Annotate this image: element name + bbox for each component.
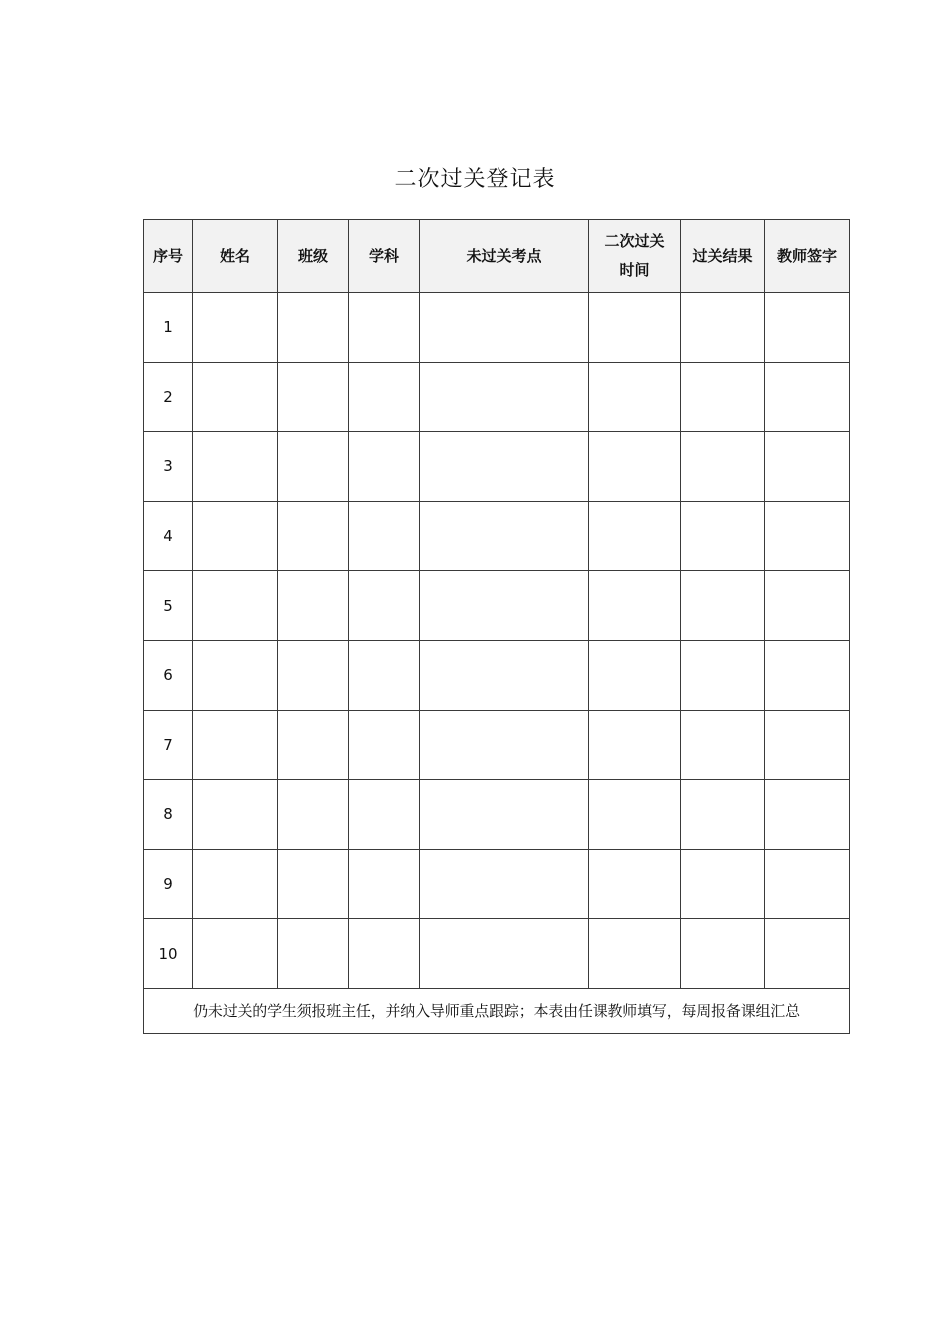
result-cell[interactable]: [681, 362, 765, 432]
subject-cell[interactable]: [349, 432, 420, 502]
table-row: [144, 919, 850, 989]
name-cell[interactable]: [193, 432, 278, 502]
subject-cell[interactable]: [349, 640, 420, 710]
name-cell[interactable]: [193, 849, 278, 919]
header-class: 班级: [278, 220, 349, 293]
table-row: [144, 293, 850, 363]
class-cell[interactable]: [278, 432, 349, 502]
name-cell[interactable]: [193, 710, 278, 780]
subject-cell[interactable]: [349, 501, 420, 571]
row-seq-cell: 9: [144, 849, 193, 919]
note-row: [144, 988, 850, 1033]
class-cell[interactable]: [278, 362, 349, 432]
row-seq-cell: 4: [144, 501, 193, 571]
result-cell[interactable]: [681, 849, 765, 919]
retest-time-cell[interactable]: [589, 919, 681, 989]
table-row: [144, 571, 850, 641]
subject-cell[interactable]: [349, 710, 420, 780]
failed-points-cell[interactable]: [420, 849, 589, 919]
header-teacher-signature: 教师签字: [765, 220, 850, 293]
header-result: 过关结果: [681, 220, 765, 293]
header-name: 姓名: [193, 220, 278, 293]
table-body: [144, 293, 850, 989]
teacher-signature-cell[interactable]: [765, 293, 850, 363]
registration-table: [143, 219, 850, 1034]
failed-points-cell[interactable]: [420, 640, 589, 710]
subject-cell[interactable]: [349, 919, 420, 989]
name-cell[interactable]: [193, 362, 278, 432]
subject-cell[interactable]: [349, 780, 420, 850]
failed-points-cell[interactable]: [420, 710, 589, 780]
name-cell[interactable]: [193, 571, 278, 641]
table-row: [144, 849, 850, 919]
class-cell[interactable]: [278, 919, 349, 989]
failed-points-cell[interactable]: [420, 362, 589, 432]
subject-cell[interactable]: [349, 362, 420, 432]
retest-time-cell[interactable]: [589, 710, 681, 780]
retest-time-cell[interactable]: [589, 640, 681, 710]
table-row: [144, 362, 850, 432]
class-cell[interactable]: [278, 849, 349, 919]
teacher-signature-cell[interactable]: [765, 640, 850, 710]
class-cell[interactable]: [278, 780, 349, 850]
retest-time-cell[interactable]: [589, 571, 681, 641]
teacher-signature-cell[interactable]: [765, 710, 850, 780]
class-cell[interactable]: [278, 571, 349, 641]
teacher-signature-cell[interactable]: [765, 501, 850, 571]
name-cell[interactable]: [193, 640, 278, 710]
result-cell[interactable]: [681, 710, 765, 780]
class-cell[interactable]: [278, 710, 349, 780]
retest-time-cell[interactable]: [589, 432, 681, 502]
header-retest-time: [589, 220, 681, 293]
failed-points-cell[interactable]: [420, 571, 589, 641]
subject-cell[interactable]: [349, 293, 420, 363]
retest-time-cell[interactable]: [589, 362, 681, 432]
table-row: [144, 432, 850, 502]
row-seq-cell: 2: [144, 362, 193, 432]
failed-points-cell[interactable]: [420, 432, 589, 502]
row-seq-cell: 10: [144, 919, 193, 989]
row-seq-cell: 3: [144, 432, 193, 502]
teacher-signature-cell[interactable]: [765, 432, 850, 502]
teacher-signature-cell[interactable]: [765, 362, 850, 432]
header-retest-time-line2: 时间: [619, 261, 650, 279]
table-row: [144, 640, 850, 710]
result-cell[interactable]: [681, 640, 765, 710]
teacher-signature-cell[interactable]: [765, 919, 850, 989]
result-cell[interactable]: [681, 919, 765, 989]
result-cell[interactable]: [681, 780, 765, 850]
document-title: 二次过关登记表: [394, 167, 556, 192]
row-seq-cell: 5: [144, 571, 193, 641]
header-row: [144, 220, 850, 293]
name-cell[interactable]: [193, 780, 278, 850]
row-seq-cell: 7: [144, 710, 193, 780]
retest-time-cell[interactable]: [589, 501, 681, 571]
result-cell[interactable]: [681, 571, 765, 641]
name-cell[interactable]: [193, 919, 278, 989]
result-cell[interactable]: [681, 293, 765, 363]
row-seq-cell: 8: [144, 780, 193, 850]
retest-time-cell[interactable]: [589, 849, 681, 919]
table-row: [144, 710, 850, 780]
name-cell[interactable]: [193, 293, 278, 363]
row-seq-cell: 1: [144, 293, 193, 363]
header-subject: 学科: [349, 220, 420, 293]
subject-cell[interactable]: [349, 849, 420, 919]
retest-time-cell[interactable]: [589, 780, 681, 850]
retest-time-cell[interactable]: [589, 293, 681, 363]
class-cell[interactable]: [278, 293, 349, 363]
failed-points-cell[interactable]: [420, 501, 589, 571]
class-cell[interactable]: [278, 640, 349, 710]
header-failed-points: 未过关考点: [420, 220, 589, 293]
class-cell[interactable]: [278, 501, 349, 571]
subject-cell[interactable]: [349, 571, 420, 641]
table-row: [144, 780, 850, 850]
table-note: 仍未过关的学生须报班主任，并纳入导师重点跟踪；本表由任课教师填写，每周报备课组汇总: [144, 988, 850, 1033]
teacher-signature-cell[interactable]: [765, 849, 850, 919]
header-seq: 序号: [144, 220, 193, 293]
row-seq-cell: 6: [144, 640, 193, 710]
result-cell[interactable]: [681, 501, 765, 571]
failed-points-cell[interactable]: [420, 780, 589, 850]
result-cell[interactable]: [681, 432, 765, 502]
failed-points-cell[interactable]: [420, 919, 589, 989]
table-row: [144, 501, 850, 571]
header-retest-time-line1: 二次过关: [604, 232, 665, 250]
teacher-signature-cell[interactable]: [765, 780, 850, 850]
teacher-signature-cell[interactable]: [765, 571, 850, 641]
failed-points-cell[interactable]: [420, 293, 589, 363]
name-cell[interactable]: [193, 501, 278, 571]
